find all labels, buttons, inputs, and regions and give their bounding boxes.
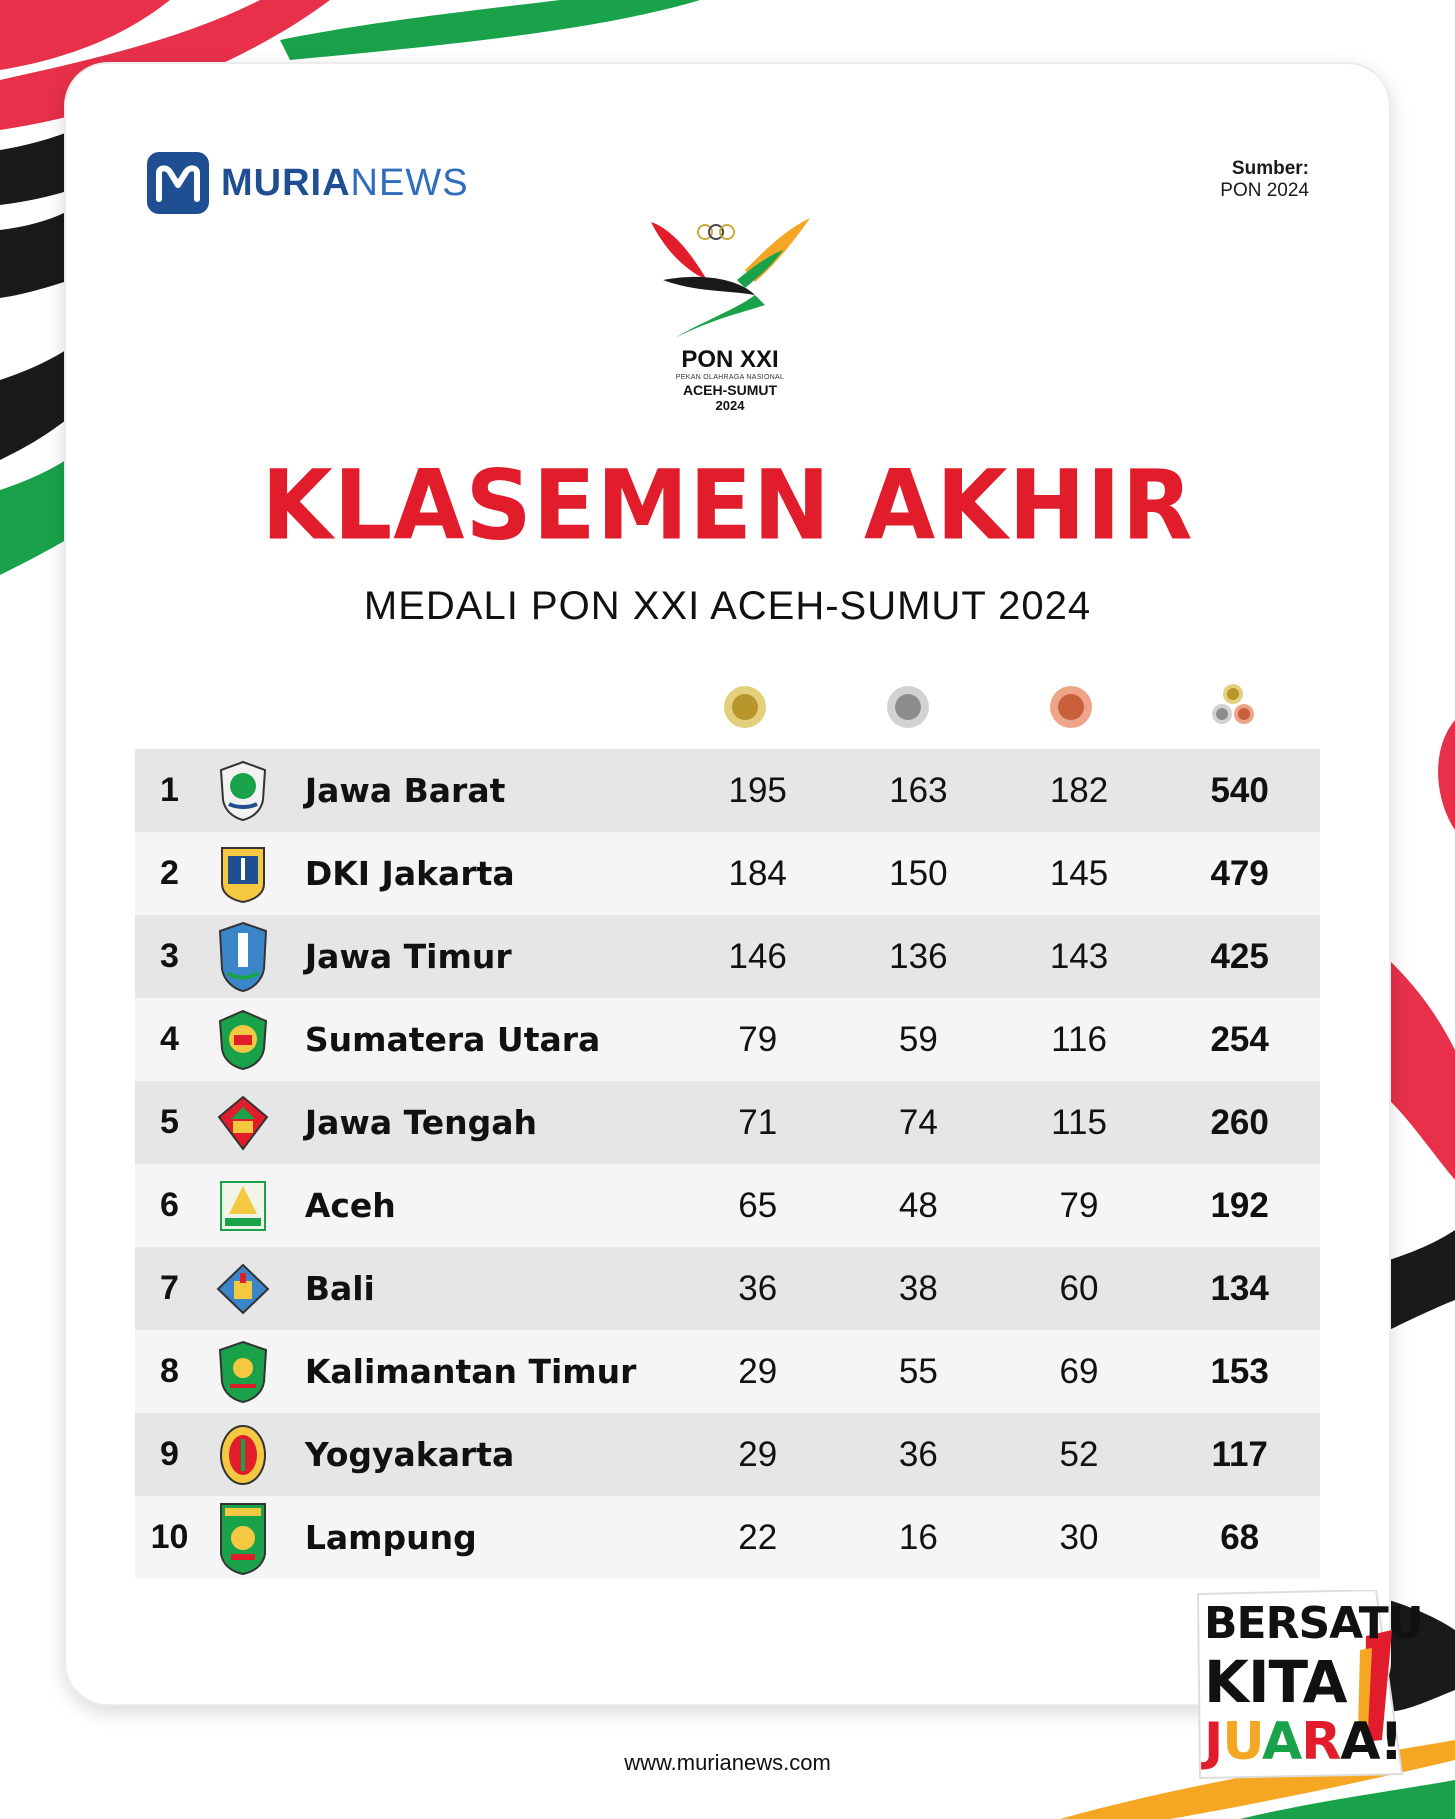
table-row bbox=[135, 1413, 1320, 1496]
silver-count: 74 bbox=[898, 1102, 938, 1142]
table-row bbox=[135, 1247, 1320, 1330]
slogan-line-2: KITA bbox=[1204, 1648, 1347, 1716]
total-count: 540 bbox=[1210, 770, 1269, 810]
table-row bbox=[135, 915, 1320, 998]
gold-medal-icon bbox=[720, 682, 770, 732]
province-emblem-icon bbox=[204, 1340, 283, 1404]
silver-count: 150 bbox=[889, 853, 948, 893]
murianews-m-icon bbox=[147, 152, 209, 214]
source-value: PON 2024 bbox=[1220, 180, 1309, 201]
rank: 8 bbox=[160, 1352, 179, 1390]
bronze-count: 30 bbox=[1059, 1517, 1099, 1557]
bronze-count: 116 bbox=[1051, 1019, 1107, 1059]
table-row bbox=[135, 1081, 1320, 1164]
table-row bbox=[135, 1164, 1320, 1247]
bronze-count: 69 bbox=[1059, 1351, 1099, 1391]
total-count: 192 bbox=[1210, 1185, 1269, 1225]
table-row bbox=[135, 832, 1320, 915]
rank: 6 bbox=[160, 1186, 179, 1224]
rank: 2 bbox=[160, 854, 179, 892]
province-name: Lampung bbox=[304, 1518, 477, 1557]
rank: 5 bbox=[160, 1103, 179, 1141]
bronze-count: 145 bbox=[1049, 853, 1109, 893]
province-emblem-icon bbox=[204, 844, 283, 904]
province-name: Yogyakarta bbox=[304, 1435, 515, 1474]
total-count: 153 bbox=[1210, 1351, 1269, 1391]
rank: 1 bbox=[160, 771, 179, 809]
province-emblem-icon bbox=[204, 1500, 283, 1576]
slogan-exclamation: ! bbox=[1379, 1712, 1403, 1772]
pon-bird-icon bbox=[645, 210, 815, 345]
silver-count: 48 bbox=[898, 1185, 938, 1225]
province-name: Aceh bbox=[304, 1186, 396, 1225]
gold-count: 22 bbox=[738, 1517, 778, 1557]
bronze-medal-icon bbox=[1046, 682, 1096, 732]
silver-count: 163 bbox=[889, 770, 948, 810]
bronze-count: 52 bbox=[1059, 1434, 1099, 1474]
province-name: Kalimantan Timur bbox=[304, 1352, 637, 1391]
province-name: Jawa Tengah bbox=[304, 1103, 538, 1142]
brand-name-bold: MURIA bbox=[221, 161, 351, 204]
bronze-count: 182 bbox=[1049, 770, 1109, 810]
brand-name-light: NEWS bbox=[350, 161, 469, 204]
province-emblem-icon bbox=[204, 1095, 283, 1151]
table-row bbox=[135, 749, 1320, 832]
gold-count: 146 bbox=[728, 936, 787, 976]
total-medals-icon bbox=[1208, 682, 1258, 732]
bronze-count: 115 bbox=[1051, 1102, 1107, 1142]
province-name: Jawa Timur bbox=[304, 937, 512, 976]
pon-logo bbox=[640, 210, 820, 430]
page-title: KLASEMEN AKHIR bbox=[261, 449, 1194, 562]
gold-count: 29 bbox=[738, 1434, 778, 1474]
table-row bbox=[135, 1330, 1320, 1413]
table-row bbox=[135, 998, 1320, 1081]
bronze-count: 60 bbox=[1059, 1268, 1099, 1308]
province-emblem-icon bbox=[204, 1263, 283, 1315]
gold-count: 184 bbox=[728, 853, 787, 893]
silver-count: 59 bbox=[898, 1019, 938, 1059]
pon-name: PON XXI bbox=[681, 346, 779, 373]
province-emblem-icon bbox=[204, 1009, 283, 1071]
total-count: 260 bbox=[1210, 1102, 1269, 1142]
silver-count: 38 bbox=[898, 1268, 938, 1308]
province-name: Sumatera Utara bbox=[304, 1020, 601, 1059]
slogan-letter: A bbox=[1340, 1712, 1380, 1772]
source-label: Sumber: bbox=[1231, 158, 1309, 179]
slogan-letter: A bbox=[1261, 1712, 1302, 1772]
table-row bbox=[135, 1496, 1320, 1579]
gold-count: 195 bbox=[728, 770, 787, 810]
gold-count: 65 bbox=[738, 1185, 778, 1225]
rank: 10 bbox=[150, 1518, 189, 1556]
silver-count: 16 bbox=[898, 1517, 938, 1557]
total-count: 425 bbox=[1210, 936, 1269, 976]
total-count: 479 bbox=[1210, 853, 1269, 893]
total-count: 134 bbox=[1210, 1268, 1269, 1308]
slogan-line-1: BERSATU bbox=[1204, 1598, 1423, 1649]
silver-count: 136 bbox=[889, 936, 948, 976]
province-name: DKI Jakarta bbox=[304, 854, 515, 893]
province-name: Jawa Barat bbox=[304, 771, 506, 810]
footer-url[interactable]: www.murianews.com bbox=[624, 1750, 831, 1775]
brand-wordmark bbox=[221, 162, 469, 205]
pon-location: ACEH-SUMUT bbox=[682, 382, 778, 398]
pon-subtitle: PEKAN OLAHRAGA NASIONAL bbox=[675, 374, 785, 381]
slogan-letter: J bbox=[1204, 1712, 1223, 1772]
bronze-count: 79 bbox=[1059, 1185, 1099, 1225]
rank: 4 bbox=[160, 1020, 179, 1058]
province-emblem-icon bbox=[204, 1423, 283, 1487]
brand-logo[interactable] bbox=[147, 152, 469, 214]
total-count: 68 bbox=[1220, 1517, 1260, 1557]
gold-count: 71 bbox=[738, 1102, 778, 1142]
page-subtitle: MEDALI PON XXI ACEH-SUMUT 2024 bbox=[363, 584, 1092, 628]
silver-count: 36 bbox=[898, 1434, 938, 1474]
province-name: Bali bbox=[304, 1269, 375, 1308]
source-note bbox=[1220, 158, 1309, 202]
rank: 9 bbox=[160, 1435, 179, 1473]
silver-medal-icon bbox=[883, 682, 933, 732]
gold-count: 29 bbox=[738, 1351, 778, 1391]
slogan-letter: U bbox=[1222, 1712, 1262, 1772]
medal-table bbox=[135, 749, 1320, 1579]
bronze-count: 143 bbox=[1049, 936, 1109, 976]
slogan-letter: R bbox=[1301, 1712, 1341, 1772]
province-emblem-icon bbox=[204, 1178, 283, 1234]
rank: 7 bbox=[160, 1269, 179, 1307]
gold-count: 79 bbox=[738, 1019, 778, 1059]
total-count: 254 bbox=[1210, 1019, 1269, 1059]
gold-count: 36 bbox=[738, 1268, 778, 1308]
total-count: 117 bbox=[1211, 1434, 1268, 1474]
pon-year: 2024 bbox=[715, 398, 745, 413]
silver-count: 55 bbox=[898, 1351, 938, 1391]
rank: 3 bbox=[160, 937, 179, 975]
province-emblem-icon bbox=[204, 921, 283, 993]
province-emblem-icon bbox=[204, 760, 283, 822]
